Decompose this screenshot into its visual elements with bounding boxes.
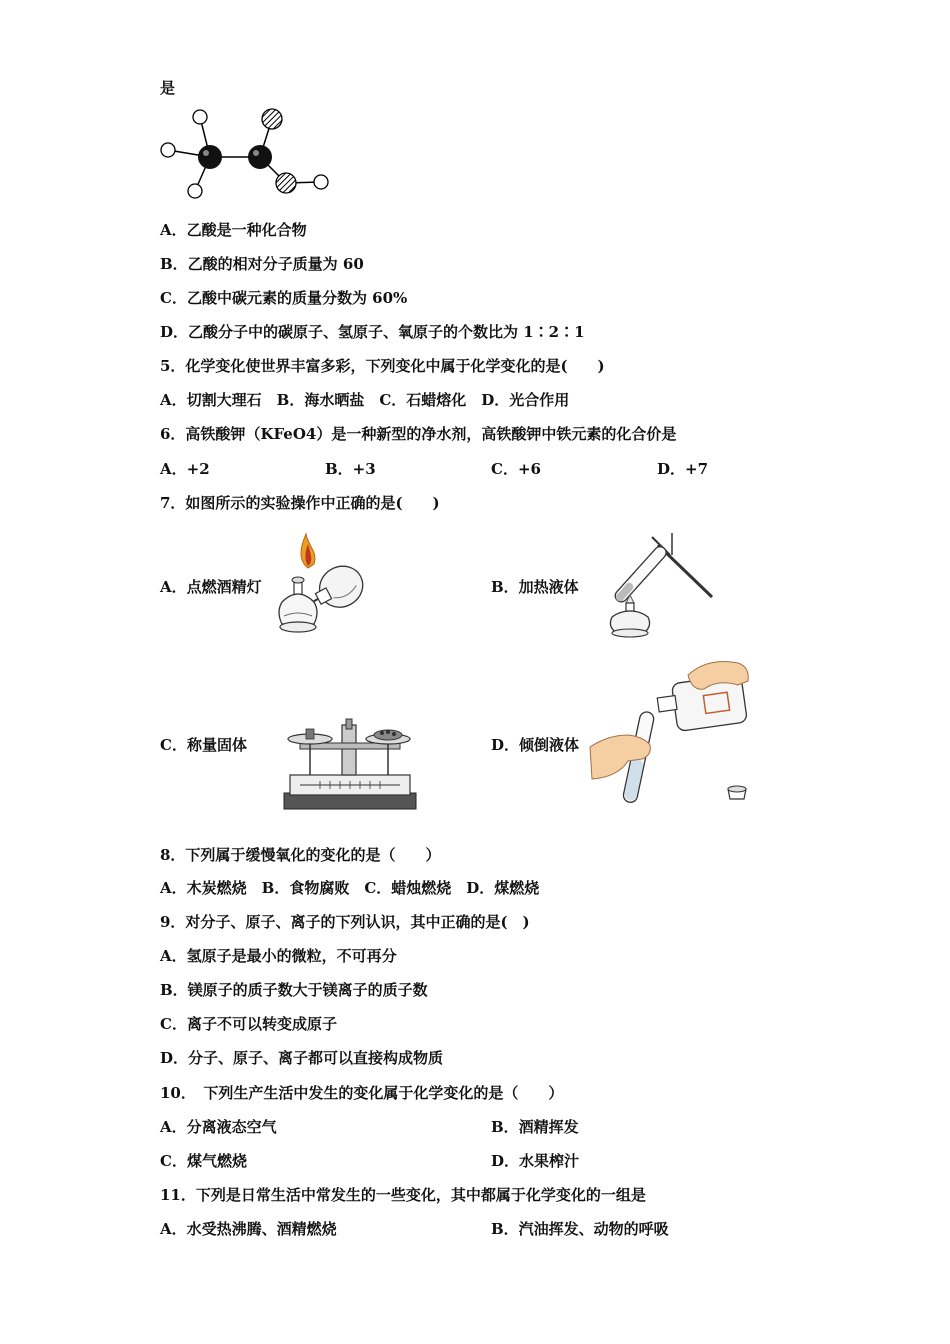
q10-option-b: B．酒精挥发 — [491, 1118, 579, 1136]
q6-stem: 6．高铁酸钾（KFeO4）是一种新型的净水剂，高铁酸钾中铁元素的化合价是 — [160, 425, 677, 443]
q4-option-b: B．乙酸的相对分子质量为 60 — [160, 255, 364, 273]
q11-option-a: A．水受热沸腾、酒精燃烧 — [160, 1220, 337, 1238]
q7-option-b: B．加热液体 — [491, 578, 579, 596]
q9-option-b: B．镁原子的质子数大于镁离子的质子数 — [160, 981, 428, 999]
q10-option-d: D．水果榨汁 — [491, 1152, 580, 1170]
q10-stem: 10． 下列生产生活中发生的变化属于化学变化的是（ ） — [160, 1084, 564, 1102]
q6-option-a: A．+2 — [160, 460, 210, 478]
q5-options: A．切割大理石 B．海水晒盐 C．石蜡熔化 D．光合作用 — [160, 391, 570, 409]
q7-option-d: D．倾倒液体 — [491, 736, 580, 754]
q7-option-c: C．称量固体 — [160, 736, 247, 754]
q5-stem: 5．化学变化使世界丰富多彩，下列变化中属于化学变化的是( ) — [160, 357, 605, 375]
q4-option-d: D．乙酸分子中的碳原子、氢原子、氧原子的个数比为 1∶2∶1 — [160, 323, 585, 341]
q7-stem: 7．如图所示的实验操作中正确的是( ) — [160, 494, 440, 512]
q9-stem: 9．对分子、原子、离子的下列认识，其中正确的是( ) — [160, 913, 530, 931]
q11-stem: 11．下列是日常生活中常发生的一些变化，其中都属于化学变化的一组是 — [160, 1186, 646, 1204]
q8-options: A．木炭燃烧 B．食物腐败 C．蜡烛燃烧 D．煤燃烧 — [160, 879, 540, 897]
q7-option-a: A．点燃酒精灯 — [160, 578, 262, 596]
acetic-acid-molecule-model — [155, 105, 335, 200]
q11-option-b: B．汽油挥发、动物的呼吸 — [491, 1220, 669, 1238]
lighting-alcohol-lamp-illustration — [268, 530, 368, 635]
q9-option-a: A．氢原子是最小的微粒，不可再分 — [160, 947, 397, 965]
q6-option-d: D．+7 — [657, 460, 709, 478]
lead-text: 是 — [160, 79, 176, 97]
q6-option-b: B．+3 — [325, 460, 376, 478]
pouring-liquid-illustration — [588, 655, 753, 810]
q8-stem: 8．下列属于缓慢氧化的变化的是（ ） — [160, 846, 441, 864]
q10-option-a: A．分离液态空气 — [160, 1118, 277, 1136]
q9-option-d: D．分子、原子、离子都可以直接构成物质 — [160, 1049, 444, 1067]
q4-option-c: C．乙酸中碳元素的质量分数为 60% — [160, 289, 408, 307]
q4-option-a: A．乙酸是一种化合物 — [160, 221, 307, 239]
q9-option-c: C．离子不可以转变成原子 — [160, 1015, 337, 1033]
q6-option-c: C．+6 — [491, 460, 541, 478]
weighing-solid-balance-illustration — [280, 715, 420, 815]
heating-liquid-illustration — [600, 525, 720, 640]
q10-option-c: C．煤气燃烧 — [160, 1152, 247, 1170]
